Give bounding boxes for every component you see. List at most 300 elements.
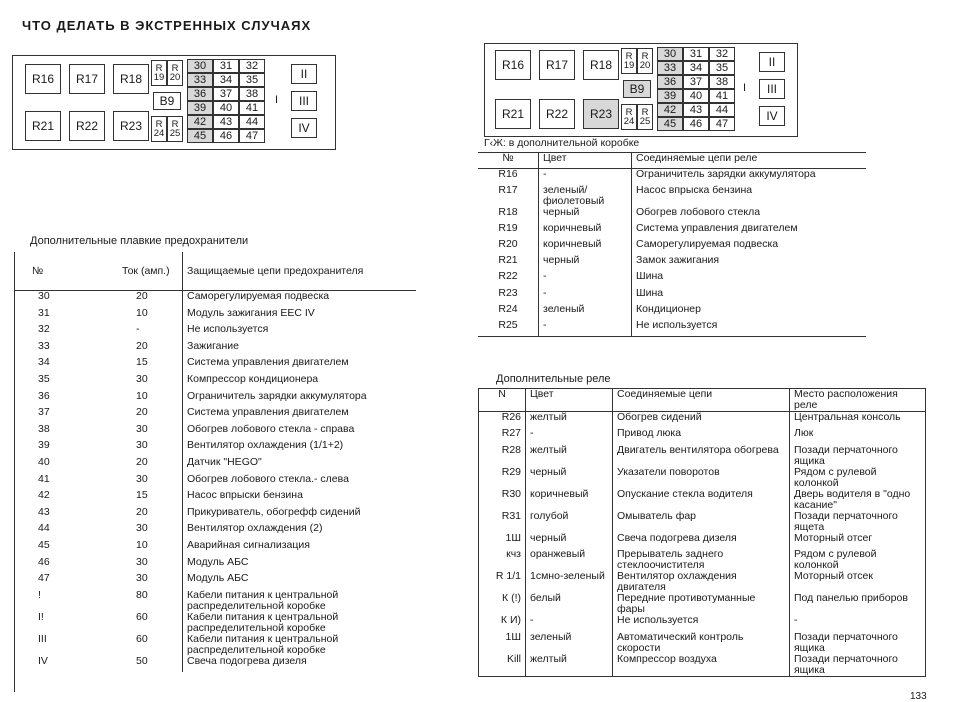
fuse-44: 44 — [709, 103, 735, 117]
table-row — [478, 271, 866, 287]
roman-ii: II — [291, 64, 317, 84]
relay-color: зеленый — [539, 304, 632, 320]
fuse-34: 34 — [213, 73, 239, 87]
relay-r19-label: R — [155, 62, 163, 74]
table-row — [478, 207, 866, 223]
relay-r25-num: 25 — [169, 128, 181, 139]
fuse-number: 32 — [38, 323, 50, 336]
table-row — [479, 445, 926, 467]
fuse-amps: 30 — [136, 472, 148, 485]
relay-color: коричневый — [539, 223, 632, 239]
table-row — [14, 540, 416, 557]
relay-color: желтый — [526, 654, 613, 677]
relay-circuit: Шина — [632, 271, 867, 287]
fuse-number: 45 — [38, 538, 50, 551]
fuse-number: IV — [38, 654, 48, 667]
extra-relays-header — [479, 389, 926, 412]
relay-r18: R18 — [113, 64, 149, 94]
relay-circuit: Свеча подогрева дизеля — [613, 533, 790, 549]
table-row — [478, 239, 866, 255]
relay-color: - — [526, 615, 613, 631]
relay-number: R22 — [498, 270, 518, 283]
fuse-number: 31 — [38, 306, 50, 319]
header-circuits: Соединяемые цепи — [613, 389, 790, 412]
fuse-31: 31 — [683, 47, 709, 61]
relay-r22: R22 — [539, 99, 575, 129]
table-row — [478, 185, 866, 207]
relay-r20 — [167, 60, 183, 86]
relay-r19-num: 19 — [153, 72, 165, 83]
relay-r24-num: 24 — [153, 128, 165, 139]
fuse-number: 30 — [38, 290, 50, 302]
fuse-41: 41 — [709, 89, 735, 103]
fuse-circuit: Саморегулируемая подвеска — [183, 291, 417, 308]
relay-number: R18 — [498, 206, 518, 219]
relay-r18: R18 — [583, 50, 619, 80]
relay-location: Люк — [794, 427, 814, 440]
roman-ii: II — [759, 52, 785, 72]
relay-r16: R16 — [495, 50, 531, 80]
fuse-40: 40 — [213, 101, 239, 115]
table-row — [14, 490, 416, 507]
fuse-amps: 30 — [136, 522, 148, 535]
relay-color: - — [539, 169, 632, 186]
table-row — [14, 324, 416, 341]
table-row — [479, 533, 926, 549]
relay-b9: B9 — [623, 80, 651, 98]
fuse-number: 44 — [38, 522, 50, 535]
header-color: Цвет — [526, 389, 613, 412]
fuse-table-title: Дополнительные плавкие предохранители — [30, 235, 249, 247]
relay-r22: R22 — [69, 111, 105, 141]
relay-r23: R23 — [583, 99, 619, 129]
relay-circuit: Кондиционер — [632, 304, 867, 320]
relay-location: Дверь водителя в "одно касание" — [794, 487, 911, 511]
fuse-amps: 30 — [136, 439, 148, 452]
relay-color: зеленый — [526, 632, 613, 654]
table-row — [14, 656, 416, 673]
relay-r25-label: R — [641, 106, 649, 118]
fuse-circuit: Модуль зажигания ЕЕС IV — [183, 308, 417, 325]
fuse-circuit: Система управления двигателем — [183, 407, 417, 424]
fuse-32: 32 — [709, 47, 735, 61]
relay-circuit: Компрессор воздуха — [613, 654, 790, 677]
relay-number: 1Ш — [479, 533, 526, 549]
relay-circuit: Насос впрыска бензина — [632, 185, 867, 207]
relay-r20 — [637, 48, 653, 74]
fuse-amps: 10 — [136, 389, 148, 402]
relay-r24 — [621, 104, 637, 130]
relay-r25-num: 25 — [639, 116, 651, 127]
relay-number: R31 — [479, 511, 526, 533]
relay-color: черный — [539, 207, 632, 223]
fuse-number: 46 — [38, 555, 50, 568]
roman-iii: III — [291, 91, 317, 111]
fuse-circuit: Модуль АБС — [183, 557, 417, 574]
relay-color: черный — [526, 467, 613, 489]
fuse-number: 37 — [38, 406, 50, 419]
table-row — [479, 593, 926, 615]
fuse-amps: 60 — [136, 610, 148, 623]
table-row — [14, 291, 416, 308]
fuse-number: III — [38, 632, 47, 645]
fuse-41: 41 — [239, 101, 265, 115]
relay-color: белый — [526, 593, 613, 615]
relay-r16: R16 — [25, 64, 61, 94]
relay-location: Позади перчаточного ящика — [794, 630, 898, 654]
header-circuit: Защищаемые цепи предохранителя — [183, 252, 417, 291]
table-row — [14, 612, 416, 634]
relay-color: 1смно-зеленый — [526, 571, 613, 593]
relay-number: R30 — [479, 489, 526, 511]
fuse-number: 40 — [38, 455, 50, 468]
relay-number: R 1/1 — [479, 571, 526, 593]
relay-circuit: Омыватель фар — [613, 511, 790, 533]
fuse-circuit: Система управления двигателем — [183, 357, 417, 374]
relay-number: Kill — [479, 654, 526, 677]
fuse-36: 36 — [187, 87, 213, 101]
table-row — [479, 489, 926, 511]
fuse-circuit: Насос впрыски бензина — [183, 490, 417, 507]
relay-color: - — [539, 271, 632, 287]
table-row — [14, 374, 416, 391]
relay-circuit: Ограничитель зарядки аккумулятора — [632, 169, 867, 186]
fuse-grid — [657, 47, 735, 131]
fuse-amps: 20 — [136, 290, 148, 302]
fuse-number: I! — [38, 610, 44, 623]
fuse-number: 34 — [38, 356, 50, 369]
fuse-35: 35 — [709, 61, 735, 75]
fuse-amps: 30 — [136, 555, 148, 568]
fuse-33: 33 — [187, 73, 213, 87]
fuse-amps: 20 — [136, 505, 148, 518]
relay-circuit: Обогрев сидений — [613, 412, 790, 429]
relay-color: коричневый — [539, 239, 632, 255]
relay-r19-label: R — [625, 50, 633, 62]
fuse-grid — [187, 59, 267, 143]
table-row — [14, 507, 416, 524]
fuse-46: 46 — [683, 117, 709, 131]
relay-box-table-header — [478, 153, 866, 169]
relay-number: R24 — [498, 302, 518, 315]
relay-circuit: Саморегулируемая подвеска — [632, 239, 867, 255]
table-row — [14, 440, 416, 457]
relay-number: кчз — [479, 549, 526, 571]
relay-circuit: Вентилятор охлаждения двигателя — [613, 571, 790, 593]
relay-circuit: Передние противотуманные фары — [613, 593, 790, 615]
relay-location: Позади перчаточного ящета — [794, 509, 898, 533]
fuse-circuit: Не используется — [183, 324, 417, 341]
fuse-circuit: Ограничитель зарядки аккумулятора — [183, 391, 417, 408]
relay-r24-label: R — [625, 106, 633, 118]
fuse-43: 43 — [683, 103, 709, 117]
relay-location: Под панелью приборов — [794, 592, 908, 605]
fuse-amps: 15 — [136, 489, 148, 502]
relay-r19 — [621, 48, 637, 74]
table-row — [478, 288, 866, 304]
fuse-30: 30 — [657, 47, 683, 61]
table-row — [479, 571, 926, 593]
fuse-number: 41 — [38, 472, 50, 485]
fuse-number: 35 — [38, 372, 50, 385]
fuse-table — [14, 252, 416, 672]
table-row — [478, 320, 866, 337]
relay-circuit: Прерыватель заднего стеклоочистителя — [613, 549, 790, 571]
roman-main: I — [743, 82, 747, 94]
fuse-30: 30 — [187, 59, 213, 73]
table-row — [478, 169, 866, 186]
header-circuits: Соединяемые цепи реле — [632, 153, 867, 169]
fuse-42: 42 — [187, 115, 213, 129]
relay-r20-label: R — [171, 62, 179, 74]
table-row — [479, 615, 926, 631]
header-num: № — [478, 153, 539, 169]
relay-color: желтый — [526, 412, 613, 429]
relay-r23: R23 — [113, 111, 149, 141]
relay-circuit: Шина — [632, 288, 867, 304]
fuse-32: 32 — [239, 59, 265, 73]
table-row — [479, 428, 926, 444]
relay-number: R19 — [498, 222, 518, 235]
relay-color: черный — [539, 255, 632, 271]
fuse-number: 47 — [38, 572, 50, 585]
relay-location: Рядом с рулевой колонкой — [794, 548, 877, 572]
relay-r25-label: R — [171, 118, 179, 130]
table-row — [14, 391, 416, 408]
fuse-circuit: Аварийная сигнализация — [183, 540, 417, 557]
fuse-47: 47 — [709, 117, 735, 131]
fuse-33: 33 — [657, 61, 683, 75]
roman-iii: III — [759, 79, 785, 99]
table-row — [14, 424, 416, 441]
table-row — [479, 632, 926, 654]
fuse-circuit: Кабели питания к центральной распределительной коробке — [183, 612, 417, 634]
fuse-circuit: Вентилятор охлаждения (1/1+2) — [183, 440, 417, 457]
relay-color: оранжевый — [526, 549, 613, 571]
relay-circuit: Автоматический контроль скорости — [613, 632, 790, 654]
relay-number: К (!) — [479, 593, 526, 615]
table-row — [478, 304, 866, 320]
fuse-circuit: Датчик "HEGO" — [183, 457, 417, 474]
relay-number: R20 — [498, 238, 518, 251]
table-row — [14, 523, 416, 540]
fuse-number: 43 — [38, 505, 50, 518]
relay-number: R26 — [479, 412, 526, 429]
fuse-amps: 10 — [136, 306, 148, 319]
relay-r24-num: 24 — [623, 116, 635, 127]
relay-number: R28 — [479, 445, 526, 467]
relay-r19-num: 19 — [623, 60, 635, 71]
header-num: № — [14, 252, 114, 291]
fuse-47: 47 — [239, 129, 265, 143]
fuse-37: 37 — [213, 87, 239, 101]
relay-number: R25 — [498, 318, 518, 331]
fuse-amps: 60 — [136, 632, 148, 645]
roman-iv: IV — [291, 118, 317, 138]
relay-circuit: Указатели поворотов — [613, 467, 790, 489]
header-color: Цвет — [539, 153, 632, 169]
relay-r25 — [637, 104, 653, 130]
table-row — [479, 549, 926, 571]
relay-color: - — [539, 288, 632, 304]
relay-location: Позади перчаточного ящика — [794, 443, 898, 467]
fuse-38: 38 — [709, 75, 735, 89]
relay-color: коричневый — [526, 489, 613, 511]
relay-r24 — [151, 116, 167, 142]
table-row — [478, 223, 866, 239]
fuse-circuit: Обогрев лобового стекла.- слева — [183, 474, 417, 491]
table-row — [14, 357, 416, 374]
fuse-number: 42 — [38, 489, 50, 502]
table-row — [479, 412, 926, 429]
relay-r21: R21 — [495, 99, 531, 129]
header-num: N — [479, 389, 526, 412]
fuse-45: 45 — [187, 129, 213, 143]
relay-r17: R17 — [539, 50, 575, 80]
fuse-number: 39 — [38, 439, 50, 452]
fuse-box-diagram-right — [484, 43, 798, 137]
relay-circuit: Не используется — [613, 615, 790, 631]
fuse-number: 33 — [38, 339, 50, 352]
table-row — [14, 573, 416, 590]
fuse-number: 36 — [38, 389, 50, 402]
fuse-circuit: Модуль АБС — [183, 573, 417, 590]
relay-location: Позади перчаточного ящика — [794, 652, 898, 676]
relay-r20-label: R — [641, 50, 649, 62]
relay-r17: R17 — [69, 64, 105, 94]
table-row — [479, 467, 926, 489]
fuse-44: 44 — [239, 115, 265, 129]
relay-number: К И) — [479, 615, 526, 631]
relay-color: желтый — [526, 445, 613, 467]
fuse-39: 39 — [657, 89, 683, 103]
fuse-amps: 20 — [136, 455, 148, 468]
fuse-amps: 30 — [136, 572, 148, 585]
relay-b9: B9 — [153, 92, 181, 110]
relay-number: R27 — [479, 428, 526, 444]
fuse-36: 36 — [657, 75, 683, 89]
fuse-amps: 15 — [136, 356, 148, 369]
relay-color: - — [539, 320, 632, 337]
fuse-46: 46 — [213, 129, 239, 143]
relay-number: R16 — [498, 168, 518, 180]
relay-r20-num: 20 — [169, 72, 181, 83]
relay-circuit: Привод люка — [613, 428, 790, 444]
extra-relays-table — [478, 388, 926, 677]
fuse-circuit: Компрессор кондиционера — [183, 374, 417, 391]
table-row — [14, 308, 416, 325]
fuse-circuit: Кабели питания к центральной распределительной коробке — [183, 634, 417, 656]
relay-location: Моторный отсег — [794, 531, 873, 544]
relay-color: черный — [526, 533, 613, 549]
fuse-circuit: Свеча подогрева дизеля — [183, 656, 417, 673]
relay-r19 — [151, 60, 167, 86]
fuse-amps: 30 — [136, 422, 148, 435]
table-row — [14, 457, 416, 474]
relay-r21: R21 — [25, 111, 61, 141]
fuse-45: 45 — [657, 117, 683, 131]
fuse-amps: 10 — [136, 538, 148, 551]
relay-circuit: Система управления двигателем — [632, 223, 867, 239]
roman-main: I — [275, 94, 279, 106]
fuse-amps: 80 — [136, 588, 148, 601]
table-row — [14, 634, 416, 656]
fuse-number: ! — [38, 588, 41, 601]
fuse-amps: 50 — [136, 654, 148, 667]
page-number: 133 — [910, 691, 927, 702]
fuse-circuit: Кабели питания к центральной распределительной коробке — [183, 590, 417, 612]
fuse-amps: 20 — [136, 406, 148, 419]
header-location: Место расположения реле — [790, 389, 926, 412]
relay-number: R29 — [479, 467, 526, 489]
table-row — [14, 341, 416, 358]
fuse-34: 34 — [683, 61, 709, 75]
fuse-35: 35 — [239, 73, 265, 87]
relay-location: Центральная консоль — [794, 411, 901, 423]
header-amps: Ток (амп.) — [114, 252, 183, 291]
relay-location: Моторный отсек — [794, 570, 873, 583]
fuse-amps: 30 — [136, 372, 148, 385]
fuse-42: 42 — [657, 103, 683, 117]
fuse-circuit: Обогрев лобового стекла - справа — [183, 424, 417, 441]
table-row — [14, 474, 416, 491]
fuse-number: 38 — [38, 422, 50, 435]
page-title: ЧТО ДЕЛАТЬ В ЭКСТРЕННЫХ СЛУЧАЯХ — [22, 18, 312, 33]
diagram-caption: Г‹Ж: в дополнительной коробке — [484, 137, 640, 149]
relay-circuit: Обогрев лобового стекла — [632, 207, 867, 223]
relay-color: зеленый/ фиолетовый — [539, 185, 632, 207]
fuse-amps: 20 — [136, 339, 148, 352]
fuse-circuit: Вентилятор охлаждения (2) — [183, 523, 417, 540]
table-row — [14, 590, 416, 612]
relay-location: Рядом с рулевой колонкой — [794, 465, 877, 489]
table-row — [479, 511, 926, 533]
fuse-39: 39 — [187, 101, 213, 115]
fuse-37: 37 — [683, 75, 709, 89]
relay-box-table — [478, 152, 866, 337]
extra-relays-title: Дополнительные реле — [496, 373, 611, 385]
relay-r20-num: 20 — [639, 60, 651, 71]
relay-circuit: Двигатель вентилятора обогрева — [613, 445, 790, 467]
relay-color: - — [526, 428, 613, 444]
table-row — [478, 255, 866, 271]
fuse-31: 31 — [213, 59, 239, 73]
relay-number: R17 — [498, 184, 518, 197]
fuse-amps: - — [136, 323, 140, 336]
relay-circuit: Не используется — [632, 320, 867, 337]
table-row — [479, 654, 926, 677]
relay-number: R23 — [498, 286, 518, 299]
relay-color: голубой — [526, 511, 613, 533]
fuse-38: 38 — [239, 87, 265, 101]
roman-iv: IV — [759, 106, 785, 126]
fuse-circuit: Зажигание — [183, 341, 417, 358]
table-row — [14, 557, 416, 574]
relay-number: 1Ш — [479, 632, 526, 654]
relay-circuit: Опускание стекла водителя — [613, 489, 790, 511]
fuse-43: 43 — [213, 115, 239, 129]
fuse-box-diagram-left — [12, 55, 336, 150]
fuse-40: 40 — [683, 89, 709, 103]
relay-r25 — [167, 116, 183, 142]
table-row — [14, 407, 416, 424]
fuse-circuit: Прикуриватель, обогрефф сидений — [183, 507, 417, 524]
relay-location: - — [794, 614, 798, 627]
relay-circuit: Замок зажигания — [632, 255, 867, 271]
relay-number: R21 — [498, 254, 518, 267]
fuse-table-header — [14, 252, 416, 291]
relay-r24-label: R — [155, 118, 163, 130]
